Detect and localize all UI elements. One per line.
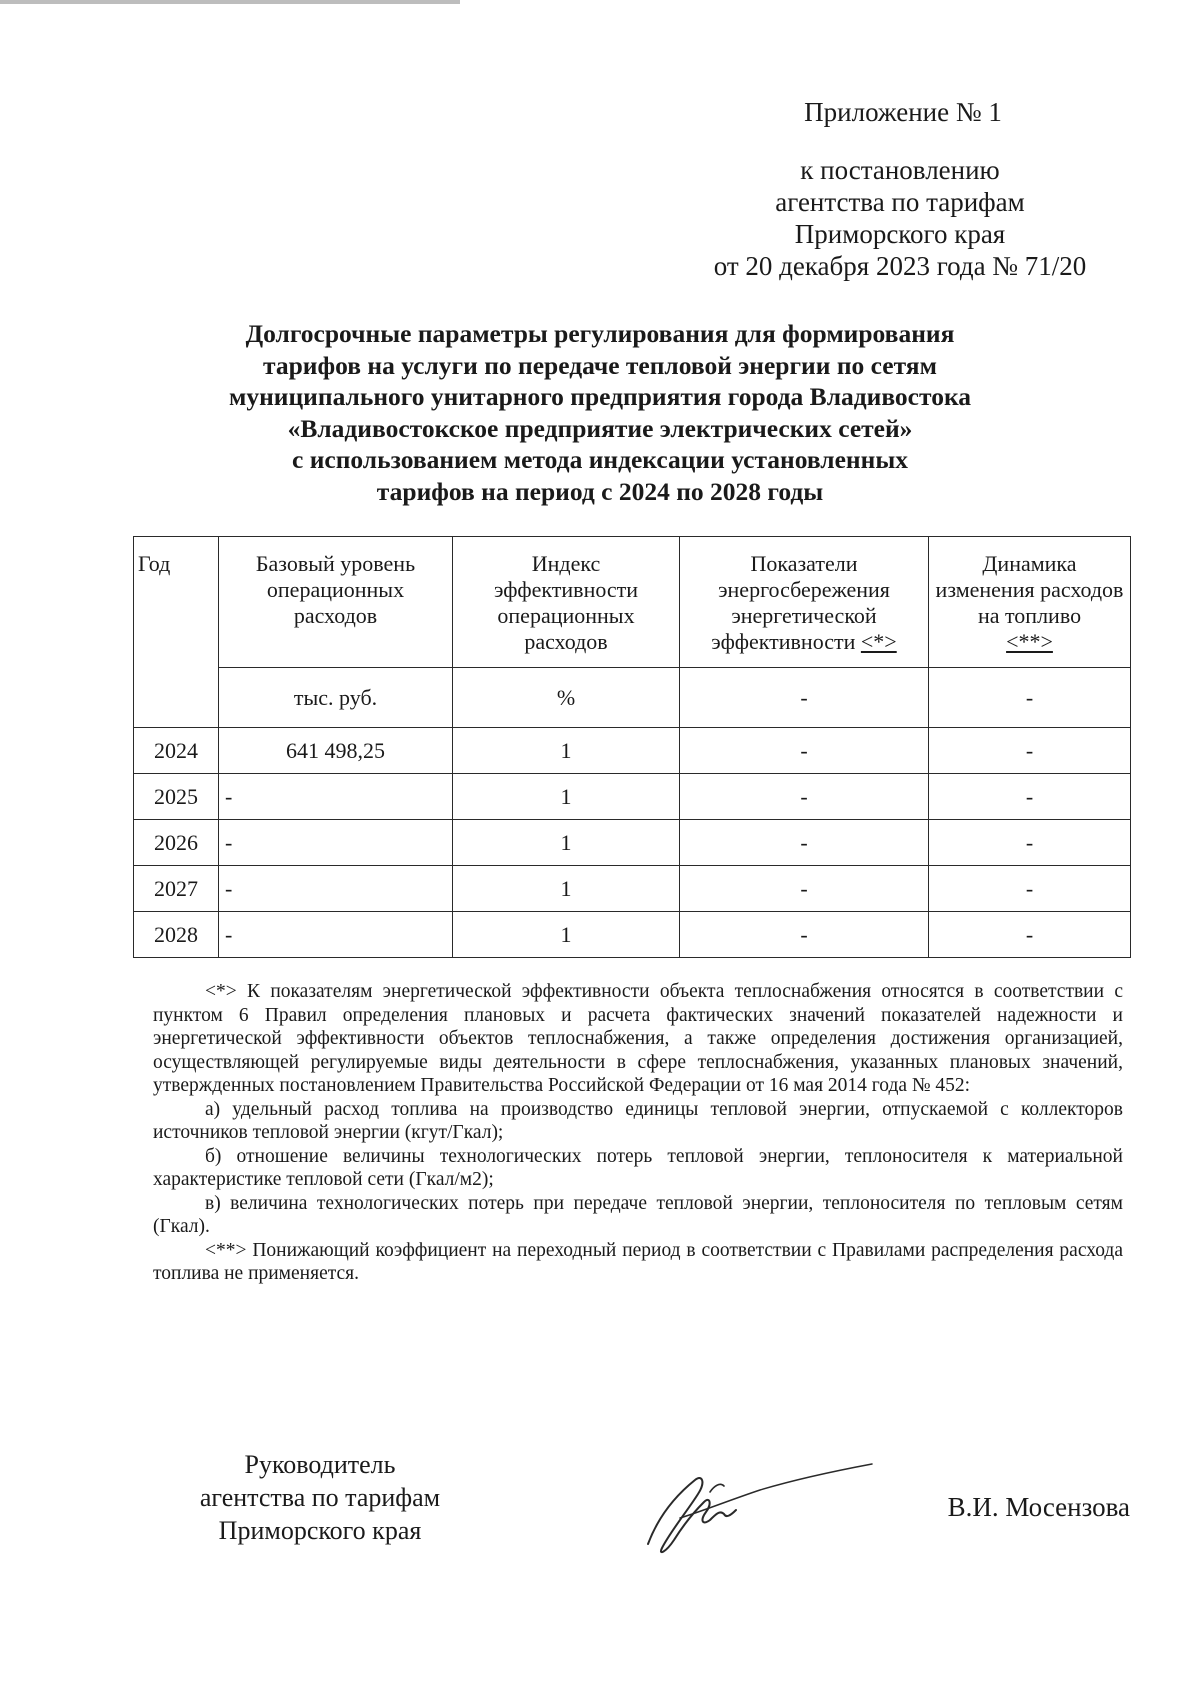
cell-efficiency-index: 1	[453, 912, 680, 958]
cell-efficiency-index: 1	[453, 728, 680, 774]
appendix-line: Приморского края	[794, 219, 1006, 249]
footnotes	[153, 980, 1123, 1286]
cell-base-level: -	[219, 774, 453, 820]
header-fuel-dynamics	[929, 537, 1131, 668]
cell-base-level: 641 498,25	[219, 728, 453, 774]
appendix-heading: Приложение № 1	[804, 97, 1002, 127]
title-line: тарифов на период с 2024 по 2028 годы	[376, 476, 824, 506]
appendix-line: от 20 декабря 2023 года № 71/20	[713, 251, 1087, 281]
units-row	[134, 668, 1131, 728]
signer-line: Приморского края	[218, 1516, 422, 1545]
cell-year: 2027	[134, 866, 219, 912]
signer-position	[160, 1448, 480, 1547]
footnote-item-a: а) удельный расход топлива на производство единицы тепловой энергии, отпускаемой с коллекторов источников тепловой энергии (кгут/Гкал);	[153, 1098, 1123, 1143]
scan-edge-artifact	[0, 0, 460, 4]
cell-fuel-dynamics: -	[929, 912, 1131, 958]
appendix-line: агентства по тарифам	[775, 187, 1025, 217]
cell-fuel-dynamics: -	[929, 866, 1131, 912]
title-line: с использованием метода индексации установленных	[292, 445, 908, 474]
cell-year: 2026	[134, 820, 219, 866]
header-energy-saving	[680, 537, 929, 668]
cell-year: 2025	[134, 774, 219, 820]
table-row	[134, 866, 1131, 912]
title-line: «Владивостокское предприятие электрических сетей»	[287, 413, 913, 443]
footnote-ref-1: <*>	[860, 629, 897, 654]
table-row	[134, 820, 1131, 866]
footnote-2: <**> Понижающий коэффициент на переходный период в соответствии с Правилами распределения расхода топлива не применяется.	[153, 1239, 1123, 1284]
title-line: тарифов на услуги по передаче тепловой энергии по сетям	[263, 350, 937, 380]
signer-name: В.И. Мосензова	[947, 1492, 1130, 1522]
header-fuel-dynamics-text: Динамика изменения расходов на топливо	[935, 551, 1124, 628]
signer-line: Руководитель	[244, 1450, 396, 1479]
cell-efficiency-index: 1	[453, 820, 680, 866]
cell-year: 2028	[134, 912, 219, 958]
signer-line: агентства по тарифам	[199, 1483, 441, 1512]
table-row	[134, 728, 1131, 774]
cell-energy-saving: -	[680, 866, 929, 912]
cell-fuel-dynamics: -	[929, 728, 1131, 774]
cell-fuel-dynamics: -	[929, 774, 1131, 820]
cell-fuel-dynamics: -	[929, 820, 1131, 866]
unit-energy-saving: -	[680, 668, 929, 728]
header-efficiency-index: Индекс эффективности операционных расходов	[453, 537, 680, 668]
footnote-ref-2: <**>	[1006, 629, 1053, 654]
cell-year: 2024	[134, 728, 219, 774]
cell-efficiency-index: 1	[453, 774, 680, 820]
handwritten-signature	[640, 1452, 880, 1562]
units-year-cell	[134, 668, 219, 728]
footnote-1: <*> К показателям энергетической эффективности объекта теплоснабжения относятся в соответствии с пунктом 6 Правил определения плановых и расчета фактических значений показателей надежности и энергетической эффективности объектов теплоснабжения, а также определения достижения организацией, осуществляющей регулируемые виды деятельности в сфере теплоснабжения, указанных плановых значений, утвержденных постановлением Правительства Российской Федерации от 16 мая 2014 года № 452:	[153, 981, 1123, 1096]
table-row	[134, 912, 1131, 958]
appendix-line: к постановлению	[800, 155, 1000, 185]
header-base-level: Базовый уровень операционных расходов	[219, 537, 453, 668]
document-title	[150, 318, 1050, 507]
cell-energy-saving: -	[680, 774, 929, 820]
cell-energy-saving: -	[680, 728, 929, 774]
cell-energy-saving: -	[680, 820, 929, 866]
appendix-block	[700, 96, 1100, 282]
unit-efficiency-index: %	[453, 668, 680, 728]
table-row	[134, 774, 1131, 820]
title-line: Долгосрочные параметры регулирования для формирования	[245, 319, 955, 348]
parameters-table	[133, 536, 1131, 958]
cell-efficiency-index: 1	[453, 866, 680, 912]
cell-base-level: -	[219, 912, 453, 958]
unit-base-level: тыс. руб.	[219, 668, 453, 728]
footnote-item-c: в) величина технологических потерь при передаче тепловой энергии, теплоносителя по тепловым сетям (Гкал).	[153, 1192, 1123, 1237]
table-header-row	[134, 537, 1131, 668]
cell-energy-saving: -	[680, 912, 929, 958]
title-line: муниципального унитарного предприятия города Владивостока	[228, 382, 971, 411]
footnote-item-b: б) отношение величины технологических потерь тепловой энергии, теплоносителя к материальной характеристике тепловой сети (Гкал/м2);	[153, 1145, 1123, 1190]
cell-base-level: -	[219, 820, 453, 866]
header-energy-saving-text: Показатели энергосбережения энергетической эффективности	[711, 551, 890, 654]
header-year: Год	[134, 537, 219, 668]
unit-fuel-dynamics: -	[929, 668, 1131, 728]
cell-base-level: -	[219, 866, 453, 912]
